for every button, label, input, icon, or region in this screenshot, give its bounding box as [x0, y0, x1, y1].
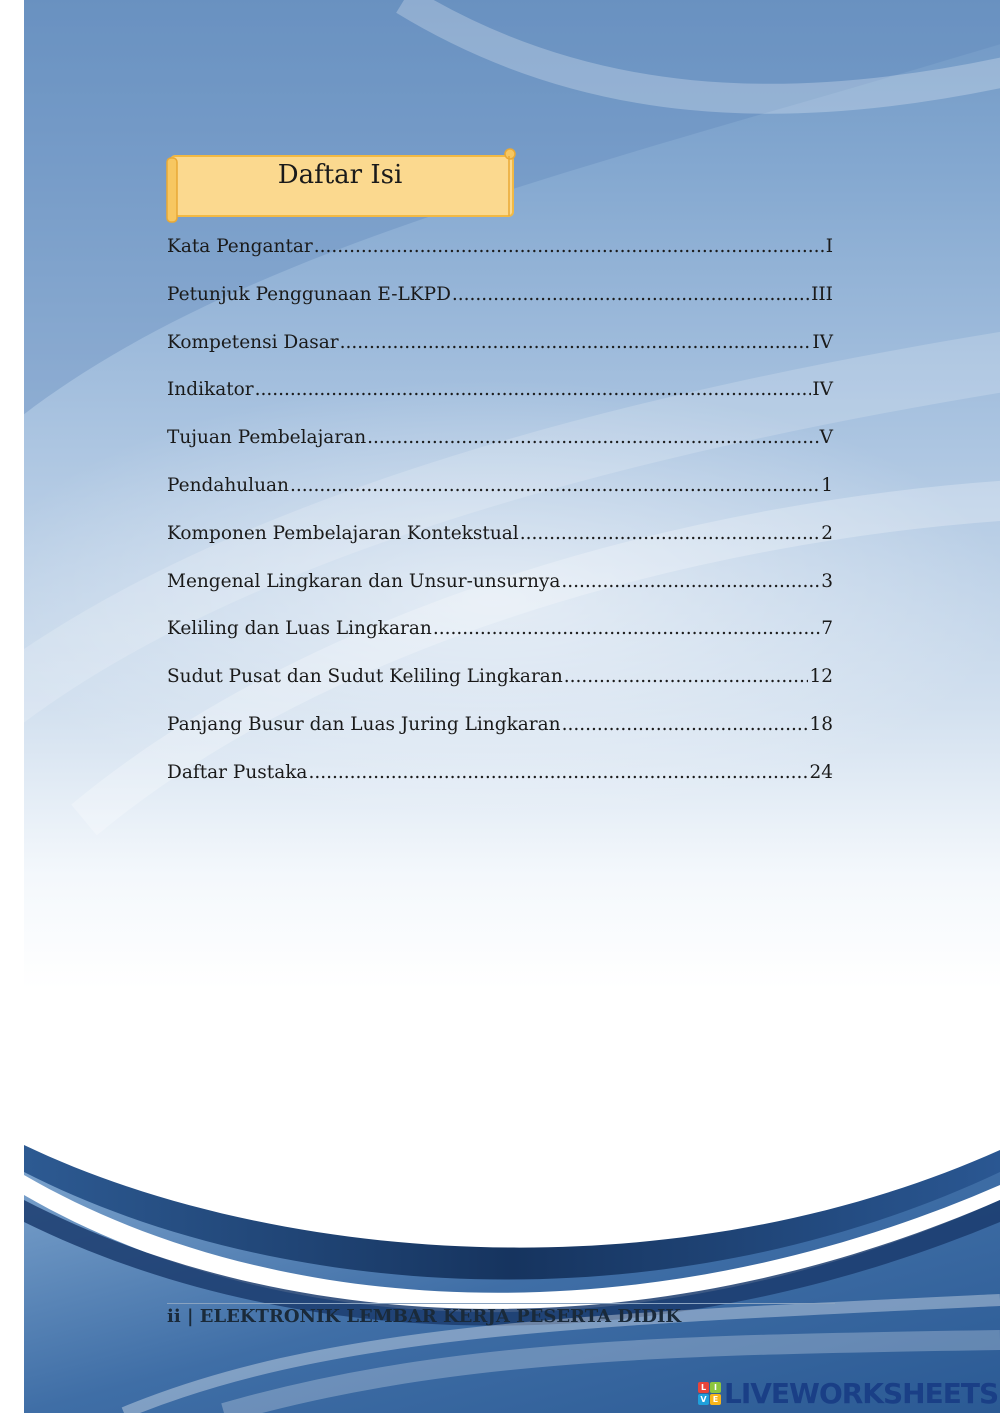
toc-row[interactable] [167, 762, 833, 810]
toc-row[interactable] [167, 618, 833, 666]
toc-leader-dots [564, 666, 809, 687]
toc-leader-dots [562, 714, 809, 735]
toc-page-number: I [825, 236, 833, 257]
toc-leader-dots [561, 571, 820, 592]
toc-entry-label: Keliling dan Luas Lingkaran [167, 618, 432, 640]
toc-entry-label: Komponen Pembelajaran Kontekstual [167, 522, 519, 544]
toc-page-number: IV [812, 379, 833, 401]
toc-entry-label: Indikator [167, 379, 254, 401]
toc-row[interactable] [167, 332, 833, 380]
toc-entry-label: Kompetensi Dasar [167, 331, 339, 353]
liveworksheets-watermark [698, 1377, 998, 1409]
toc-entry-label: Petunjuk Penggunaan E-LKPD [167, 283, 451, 305]
toc-leader-dots [433, 618, 820, 639]
logo-letter-tile: L [698, 1382, 709, 1393]
toc-leader-dots [308, 762, 808, 783]
logo-letter-tile: I [710, 1382, 721, 1393]
toc-row[interactable] [167, 379, 833, 427]
toc-entry-label: Pendahuluan [167, 474, 289, 496]
toc-row[interactable] [167, 475, 833, 523]
toc-row[interactable] [167, 666, 833, 714]
toc-leader-dots [290, 475, 820, 496]
toc-page-number: III [811, 283, 833, 305]
toc-row[interactable] [167, 284, 833, 332]
toc-row[interactable] [167, 523, 833, 571]
toc-row[interactable] [167, 571, 833, 619]
footer-divider [167, 1303, 835, 1304]
toc-page-number: 3 [821, 570, 833, 592]
toc-entry-label: Sudut Pusat dan Sudut Keliling Lingkaran [167, 666, 563, 688]
toc-entry-label: Mengenal Lingkaran dan Unsur-unsurnya [167, 570, 561, 592]
toc-entry-label: Daftar Pustaka [167, 761, 308, 783]
footer-text: ii | ELEKTRONIK LEMBAR KERJA PESERTA DIDIK [167, 1306, 682, 1327]
toc-entry-label: Kata Pengantar [167, 236, 313, 257]
toc-leader-dots [255, 379, 812, 400]
toc-page-number: 2 [821, 522, 833, 544]
toc-row[interactable] [167, 427, 833, 475]
toc-page-number: 24 [809, 761, 833, 783]
toc-leader-dots [367, 427, 818, 448]
toc-row[interactable] [167, 714, 833, 762]
toc-entry-label: Panjang Busur dan Luas Juring Lingkaran [167, 713, 561, 735]
table-of-contents [167, 236, 833, 810]
toc-page-number: 18 [809, 713, 833, 735]
watermark-text: LIVEWORKSHEETS [724, 1376, 999, 1410]
toc-row[interactable] [167, 236, 833, 284]
toc-leader-dots [314, 236, 825, 257]
toc-leader-dots [520, 523, 821, 544]
toc-page-number: V [819, 427, 833, 449]
liveworksheets-logo-icon [698, 1382, 721, 1405]
toc-leader-dots [452, 284, 810, 305]
toc-page-number: 1 [821, 474, 833, 496]
toc-page-number: 7 [821, 618, 833, 640]
toc-page-number: IV [812, 331, 833, 353]
toc-leader-dots [340, 332, 812, 353]
page-title: Daftar Isi [277, 160, 403, 190]
toc-entry-label: Tujuan Pembelajaran [167, 427, 367, 449]
toc-page-number: 12 [809, 666, 833, 688]
logo-letter-tile: V [698, 1394, 709, 1405]
title-banner [165, 148, 519, 224]
logo-letter-tile: E [710, 1394, 721, 1405]
